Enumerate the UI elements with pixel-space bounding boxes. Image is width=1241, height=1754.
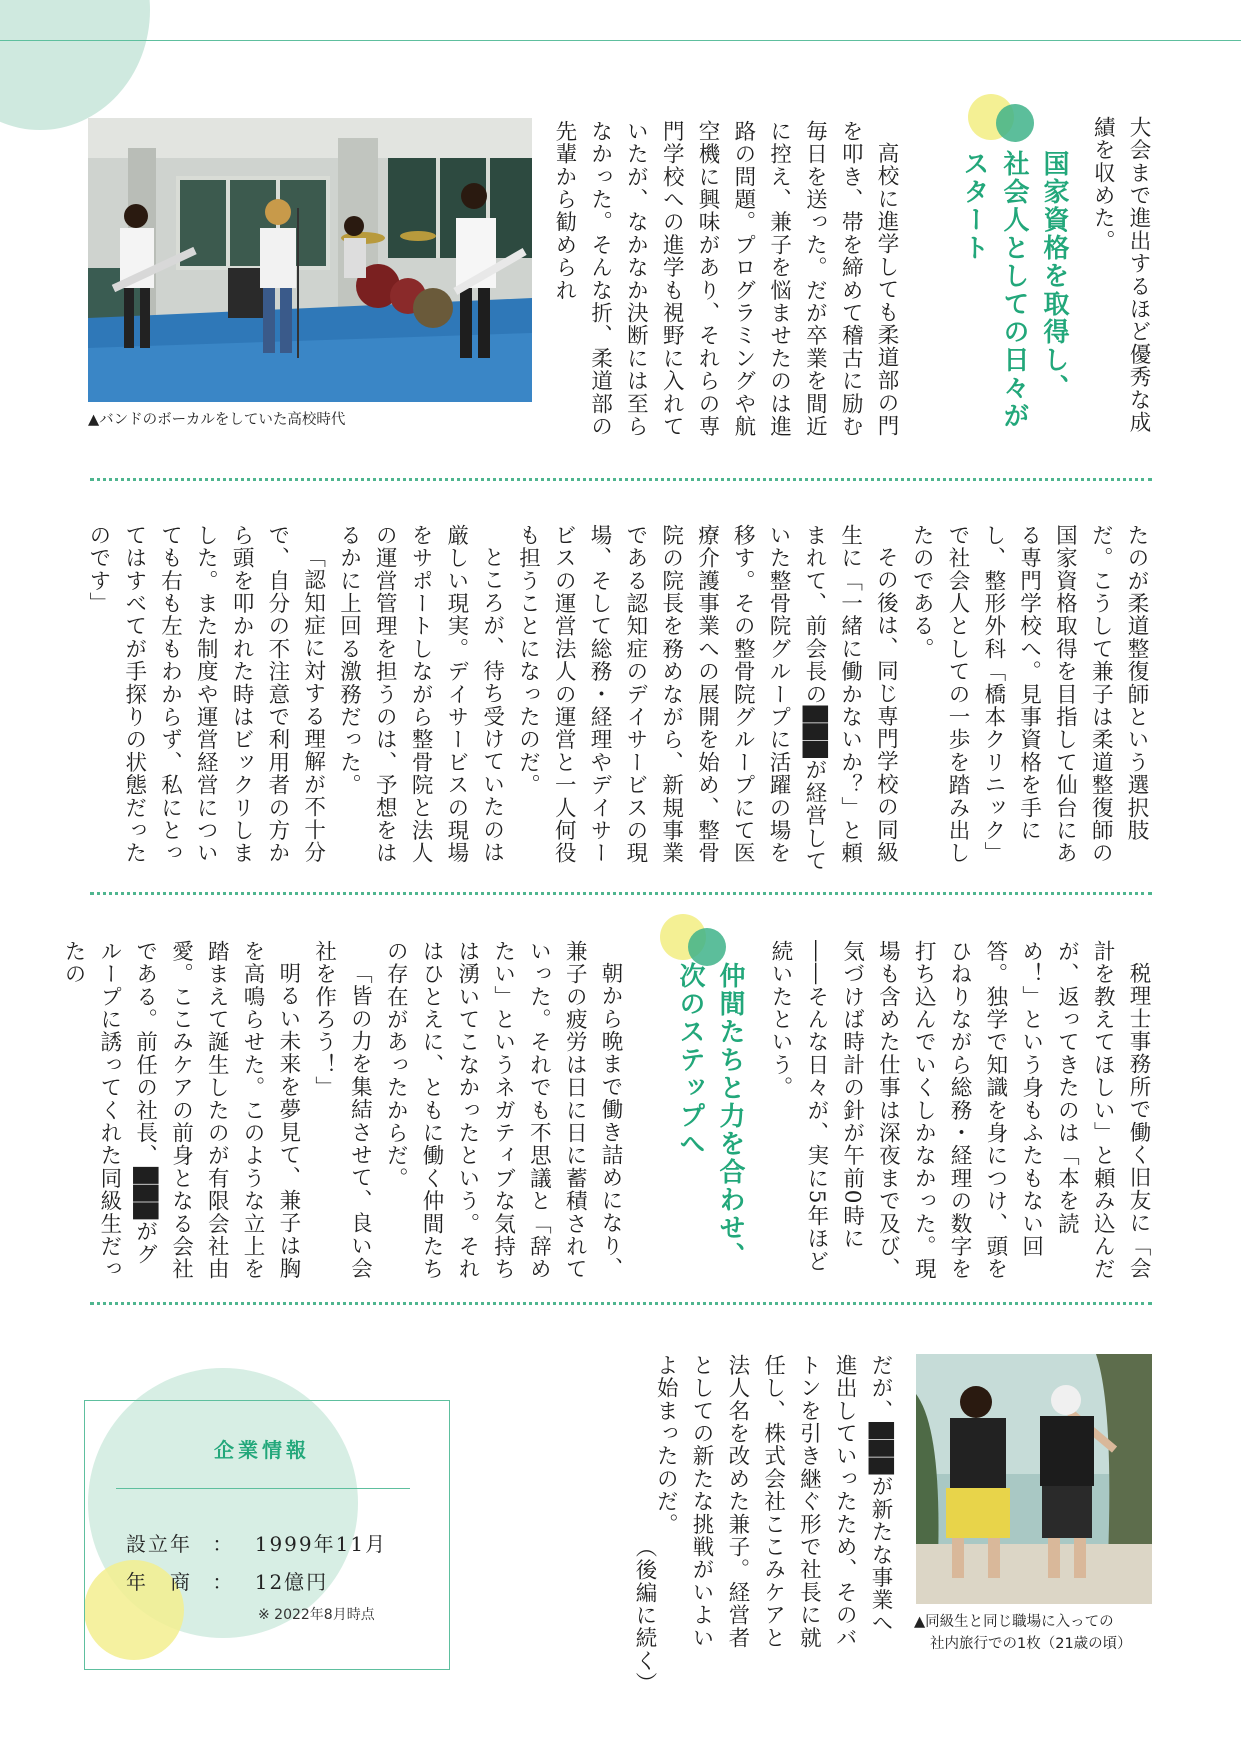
trip-photo	[916, 1354, 1152, 1604]
company-info-title: 企業情報	[214, 1438, 310, 1462]
sec1-heading-line-2: 社会人としての日々が	[999, 150, 1029, 430]
sec4-body-text	[653, 1354, 898, 1650]
sec3-paragraph-3: 明るい未来を夢見て、兼子は胸を高鳴らせた。このような立上を踏まえて誕生したのが有限会社由愛。ここみケアの前身となる会社である。前任の社長、███がグループに誘ってくれた同級生だったの	[61, 940, 301, 1281]
section-divider-2	[90, 892, 1152, 895]
sec2-paragraph-2: その後は、同じ専門学校の同級生に「一緒に働かないか？」と頼まれて、前会長の███が経営していた整骨院グループに活躍の場を移す。その整骨院グループにて医療介護事業への展開を始め、整骨院の院長を務めながら、新規事業である認知症のデイサービスの現場、そして総務・経理やデイサービスの運営法人の運営と一人何役も担うことになったのだ。	[515, 524, 899, 873]
founded-row	[126, 1528, 387, 1557]
revenue-separator: ：	[212, 1570, 235, 1594]
sec1-heading-line-3: スタート	[959, 150, 989, 262]
founded-label: 設立年	[126, 1532, 192, 1556]
sec4-paragraph: だが、███が新たな事業へ進出していったため、そのバトンを引き継ぐ形で社長に就任し、株式会社ここみケアと法人名を改めた兼子。経営者としての新たな挑戦がいよいよ始まったのだ。	[653, 1354, 893, 1650]
heading-dot-green	[996, 104, 1034, 142]
sec3-heading	[660, 962, 750, 1292]
founded-separator: ：	[212, 1532, 235, 1556]
sec1-body-paragraph: 高校に進学しても柔道部の門を叩き、帯を締めて稽古に励む毎日を送った。だが卒業を間近に控え、兼子を悩ませたのは進路の問題。プログラミングや航空機に興味があり、それらの専門学校への進学も視野に入れていたが、なかなか決断には至らなかった。そんな折、柔道部の先輩から勧められ	[551, 120, 899, 438]
band-photo-illustration	[88, 118, 532, 402]
sec3-heading-line-1: 仲間たちと力を合わせ、	[715, 962, 745, 1270]
trip-photo-caption-line-1: ▲同級生と同じ職場に入っての	[914, 1614, 1114, 1630]
company-info-rule	[116, 1488, 410, 1489]
band-photo-caption: ▲バンドのボーカルをしていた高校時代	[88, 412, 346, 428]
sec3-body-text	[61, 940, 628, 1286]
sec2-paragraph-1: たのが柔道整復師という選択肢だ。こうして兼子は柔道整復師の国家資格取得を目指して仙台にある専門学校へ。見事資格を手にし、整形外科「橋本クリニック」で社会人としての一歩を踏み出したのである。	[909, 524, 1149, 865]
sec3-heading-line-2: 次のステップへ	[675, 962, 705, 1158]
trip-photo-illustration	[916, 1354, 1152, 1604]
sec1-heading-line-1: 国家資格を取得し、	[1039, 150, 1069, 402]
top-rule	[0, 40, 1241, 41]
sec2-paragraph-3: ところが、待ち受けていたのは厳しい現実。デイサービスの現場をサポートしながら整骨院と法人の運営管理を担うのは、予想をはるかに上回る激務だった。	[336, 524, 505, 865]
company-info-note: ※ 2022年8月時点	[258, 1607, 375, 1623]
sec3-intro-text	[768, 940, 1156, 1286]
sec2-paragraph-4: 「認知症に対する理解が不十分で、自分の不注意で利用者の方から頭を叩かれた時はビックリしました。また制度や運営経営についても右も左もわからず、私にとってはすべてが手探りの状態だったのです」	[85, 524, 326, 865]
founded-value: 1999年11月	[254, 1532, 388, 1556]
band-photo	[88, 118, 532, 402]
heading-dot-green-2	[688, 928, 726, 966]
continued-note: （後編に続く）	[632, 1536, 657, 1695]
sec1-body-text	[551, 120, 904, 450]
revenue-label: 年 商	[126, 1570, 192, 1594]
sec3-paragraph-1: 朝から晩まで働き詰めになり、兼子の疲労は日に日に蓄積されていった。それでも不思議と「辞めたい」というネガティブな気持ちは湧いてこなかったという。それはひとえに、ともに働く仲間たちの存在があったからだ。	[383, 940, 623, 1281]
revenue-value: 12億円	[254, 1570, 329, 1594]
sec2-body-text	[85, 524, 1154, 874]
sec1-intro-text	[1066, 116, 1156, 456]
sec3-intro-paragraph: 税理士事務所で働く旧友に「会計を教えてほしい」と頼み込んだが、返ってきたのは「本を読め！」という身もふたもない回答。独学で知識を身につけ、頭をひねりながら総務・経理の数字を打ち込んでいくしかなかった。現場も含めた仕事は深夜まで及び、気づけば時計の針が午前0時に――そんな日々が、実に5年ほど続いたという。	[768, 940, 1151, 1281]
corner-decoration	[0, 0, 150, 130]
sec3-paragraph-2: 「皆の力を集結させて、良い会社を作ろう！」	[311, 940, 373, 1280]
sec1-heading	[944, 150, 1074, 450]
section-divider-3	[90, 1302, 1152, 1305]
section-divider-1	[90, 478, 1152, 481]
trip-photo-caption-line-2: 社内旅行での1枚（21歳の頃）	[930, 1636, 1132, 1652]
sec1-intro-paragraph: 大会まで進出するほど優秀な成績を収めた。	[1090, 116, 1151, 434]
revenue-row	[126, 1566, 328, 1595]
